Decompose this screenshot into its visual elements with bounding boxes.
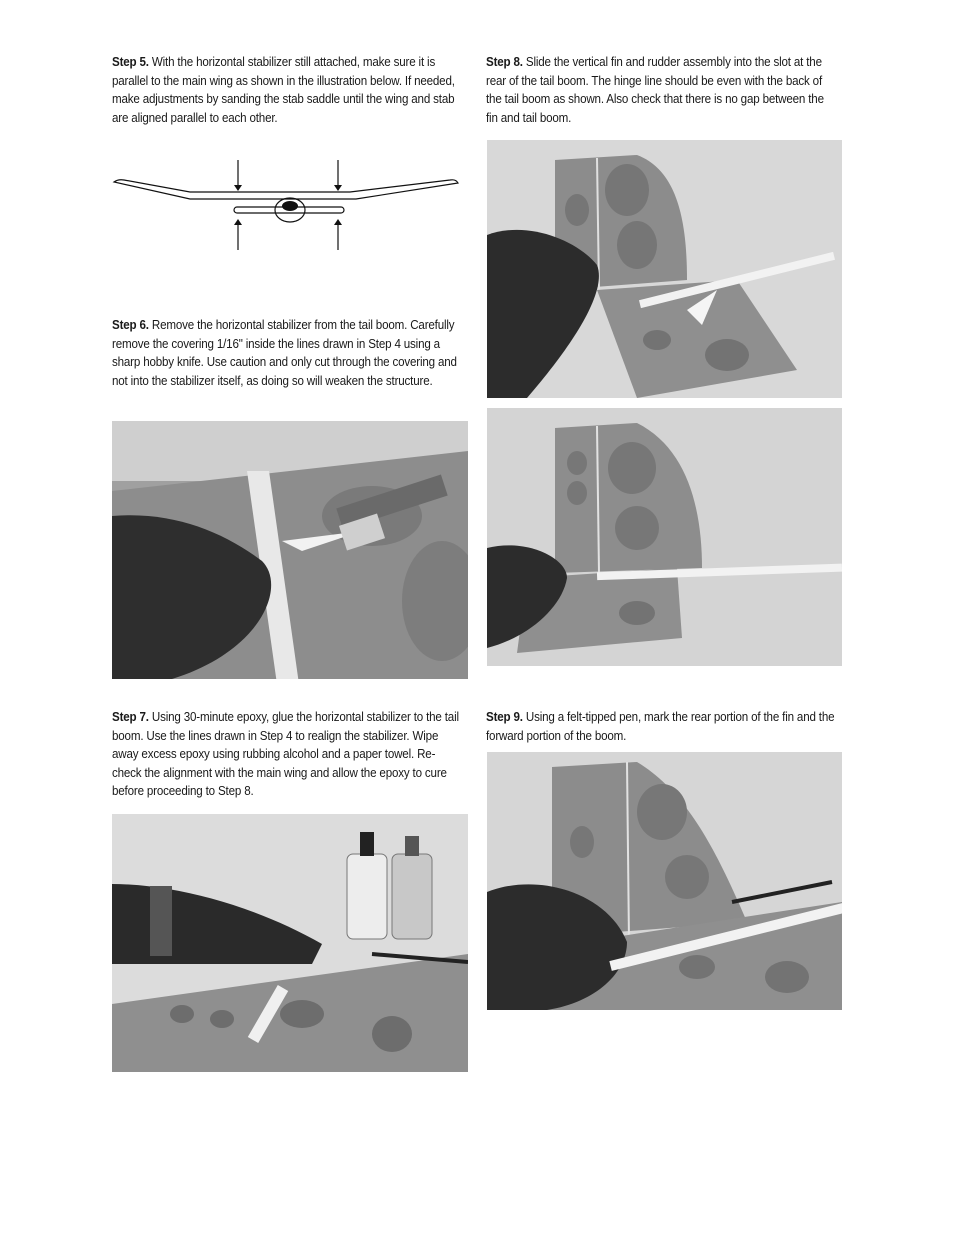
step-5-text bbox=[112, 53, 464, 127]
alignment-diagram bbox=[110, 155, 462, 255]
step-7-body: Using 30-minute epoxy, glue the horizontal stabilizer to the tail boom. Use the lines drawn in Step 4 to realign the stabilizer. Wipe away excess epoxy using rubbing alcohol and a paper towel. Re-check the alignment with the main wing and allow the epoxy to cure before proceeding to Step 8. bbox=[112, 709, 459, 799]
step-9-text bbox=[486, 708, 838, 745]
step-8-label: Step 8. bbox=[486, 54, 523, 69]
step-6-photo bbox=[112, 421, 468, 679]
step-8-photo-a bbox=[487, 140, 842, 398]
main-wing-outline bbox=[114, 180, 458, 199]
step-8-photo-b bbox=[487, 408, 842, 666]
step-5-label: Step 5. bbox=[112, 54, 149, 69]
step-8-body: Slide the vertical fin and rudder assembly into the slot at the rear of the tail boom. The hinge line should be even with the back of the tail boom as shown. Also check that there is no gap between the fin and tail boom. bbox=[486, 54, 824, 125]
step-9-photo bbox=[487, 752, 842, 1010]
step-7-text bbox=[112, 708, 464, 801]
step-9-label: Step 9. bbox=[486, 709, 523, 724]
step-9-body: Using a felt-tipped pen, mark the rear portion of the fin and the forward portion of the boom. bbox=[486, 709, 835, 743]
step-8-text bbox=[486, 53, 838, 127]
step-5-body: With the horizontal stabilizer still attached, make sure it is parallel to the main wing as shown in the illustration below. If needed, make adjustments by sanding the stab saddle until the wing and stab are aligned parallel to each other. bbox=[112, 54, 455, 125]
arrow-down-left-icon bbox=[234, 185, 242, 191]
step-6-label: Step 6. bbox=[112, 317, 149, 332]
step-7-photo bbox=[112, 814, 468, 1072]
step-6-text bbox=[112, 316, 464, 390]
arrow-up-left-icon bbox=[234, 219, 242, 225]
arrow-up-right-icon bbox=[334, 219, 342, 225]
step-6-body: Remove the horizontal stabilizer from the tail boom. Carefully remove the covering 1/16" inside the lines drawn in Step 4 using a sharp hobby knife. Use caution and only cut through the covering and not into the stabilizer itself, as doing so will weaken the structure. bbox=[112, 317, 457, 388]
arrow-down-right-icon bbox=[334, 185, 342, 191]
step-7-label: Step 7. bbox=[112, 709, 149, 724]
